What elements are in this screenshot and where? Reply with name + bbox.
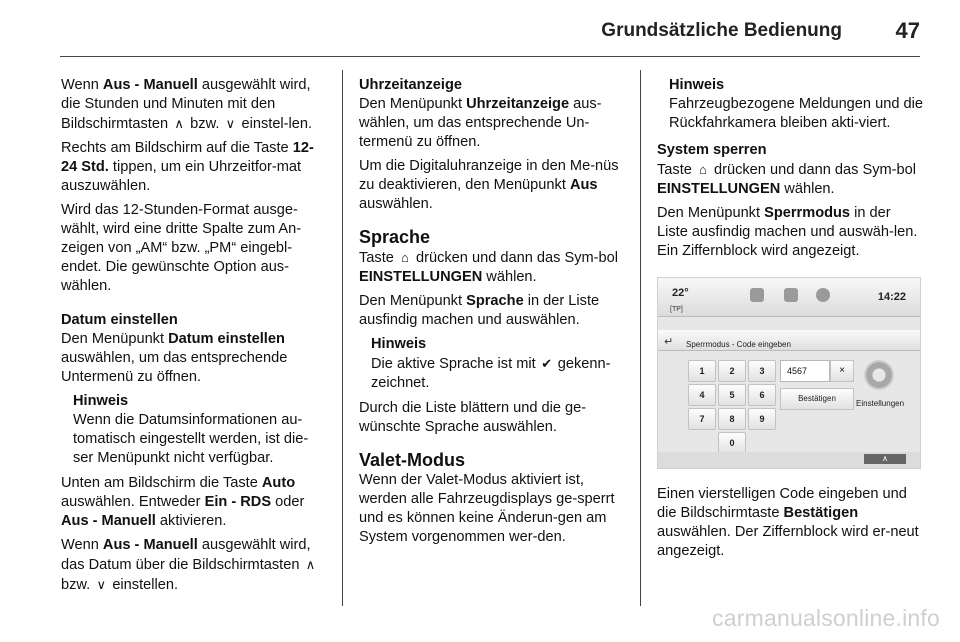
info-icon: [816, 288, 830, 302]
note-title: Hinweis: [73, 393, 129, 409]
keypad-key: 2: [718, 360, 746, 382]
title-bar: [658, 330, 920, 351]
home-icon: ⌂: [699, 162, 707, 177]
chevron-up-icon: ∧: [305, 557, 316, 572]
paragraph: Taste ⌂ drücken und dann das Sym-bol EINSTELLUNGEN wählen.: [359, 250, 618, 285]
column-2: [359, 76, 629, 552]
valet-heading: Valet-Modus: [359, 450, 466, 470]
keypad-key: 1: [688, 360, 716, 382]
screen-title: Sperrmodus - Code eingeben: [686, 340, 791, 349]
keypad-key: 6: [748, 384, 776, 406]
paragraph: Wenn Aus - Manuell ausgewählt wird, das Datum über die Bildschirmtasten ∧ bzw. ∨ einstellen.: [61, 536, 327, 595]
keypad-key: 7: [688, 408, 716, 430]
paragraph: Wenn der Valet-Modus aktiviert ist, werden alle Fahrzeugdisplays ge-sperrt und es können keine Änderun-gen am System vorgenommen wer-den.: [359, 472, 615, 545]
paragraph: Den Menüpunkt Sperrmodus in der Liste ausfindig machen und auswäh-len. Ein Ziffernblock wird angezeigt.: [657, 205, 918, 259]
page-number: 47: [895, 18, 920, 43]
keypad-key: 3: [748, 360, 776, 382]
note: [73, 392, 327, 468]
chevron-up-icon: ∧: [864, 454, 906, 464]
note: [371, 335, 629, 393]
note: [669, 76, 925, 133]
clock: 14:22: [877, 291, 906, 303]
note-text: Wenn die Datumsinformationen au-tomatisch eingestellt werden, ist die-ser Menüpunkt nicht verfügbar.: [73, 412, 309, 466]
keypad-key: 5: [718, 384, 746, 406]
home-icon: ⌂: [401, 250, 409, 265]
date-heading: Datum einstellen: [61, 312, 178, 328]
chevron-down-icon: ∨: [96, 577, 107, 592]
lock-heading: System sperren: [657, 142, 767, 158]
paragraph: Wird das 12-Stunden-Format ausge-wählt, wird eine dritte Spalte zum An-zeigen von „AM“ bzw. „PM“ eingebl-endet. Die gewünschte Option aus-wählen.: [61, 202, 302, 294]
paragraph: Den Menüpunkt Datum einstellen auswählen, um das entsprechende Untermenü zu öffnen.: [61, 331, 288, 385]
temperature: 22°: [672, 287, 689, 299]
paragraph: Rechts am Bildschirm auf die Taste 12-24 Std. tippen, um ein Uhrzeitfor-mat auszuwählen.: [61, 140, 314, 194]
note-text: Fahrzeugbezogene Meldungen und die Rückfahrkamera bleiben akti-viert.: [669, 96, 923, 131]
paragraph: Um die Digitaluhranzeige in den Me-nüs zu deaktivieren, den Menüpunkt Aus auswählen.: [359, 158, 619, 212]
infotainment-screenshot: [657, 277, 921, 469]
paragraph: Den Menüpunkt Uhrzeitanzeige aus-wählen, um das entsprechende Un-termenü zu öffnen.: [359, 96, 602, 150]
header-title: Grundsätzliche Bedienung: [601, 20, 842, 41]
note-text: Die aktive Sprache ist mit ✔ gekenn-zeichnet.: [371, 356, 611, 391]
gear-icon: [864, 360, 894, 390]
paragraph: Unten am Bildschirm die Taste Auto auswählen. Entweder Ein - RDS oder Aus - Manuell aktivieren.: [61, 475, 305, 529]
status-bar: [658, 278, 920, 317]
audio-icon: [750, 288, 764, 302]
column-divider: [342, 70, 343, 606]
phone-icon: [784, 288, 798, 302]
header-rule: [60, 56, 920, 57]
chevron-up-icon: ∧: [174, 116, 184, 131]
paragraph: Taste ⌂ drücken und dann das Sym-bol EINSTELLUNGEN wählen.: [657, 162, 916, 197]
column-1: [61, 76, 327, 600]
keypad-key: 4: [688, 384, 716, 406]
paragraph: Durch die Liste blättern und die ge-wünschte Sprache auswählen.: [359, 400, 587, 435]
code-field: 4567: [780, 360, 830, 382]
back-icon: ↵: [664, 336, 674, 348]
confirm-button: Bestätigen: [780, 388, 854, 410]
watermark: carmanualsonline.info: [712, 605, 940, 631]
page-header: [0, 0, 960, 62]
settings-label: Einstellungen: [856, 399, 905, 408]
clock-heading: Uhrzeitanzeige: [359, 77, 462, 93]
note-title: Hinweis: [371, 336, 427, 352]
paragraph: Wenn Aus - Manuell ausgewählt wird, die Stunden und Minuten mit den Bildschirmtasten ∧ bzw. ∨ einstel-len.: [61, 77, 313, 132]
clear-button: ×: [830, 360, 854, 382]
column-divider: [640, 70, 641, 606]
checkmark-icon: ✔: [541, 356, 553, 371]
keypad-key: 9: [748, 408, 776, 430]
chevron-down-icon: ∨: [225, 116, 236, 131]
column-3: [657, 76, 925, 566]
note-title: Hinweis: [669, 77, 725, 93]
paragraph: Einen vierstelligen Code eingeben und die Bildschirmtaste Bestätigen auswählen. Der Ziffernblock wird er-neut angezeigt.: [657, 486, 919, 559]
keypad-key: 0: [718, 432, 746, 454]
paragraph: Den Menüpunkt Sprache in der Liste ausfindig machen und auswählen.: [359, 293, 600, 328]
keypad-key: 8: [718, 408, 746, 430]
tp-indicator: [TP]: [670, 306, 683, 313]
language-heading: Sprache: [359, 227, 431, 247]
